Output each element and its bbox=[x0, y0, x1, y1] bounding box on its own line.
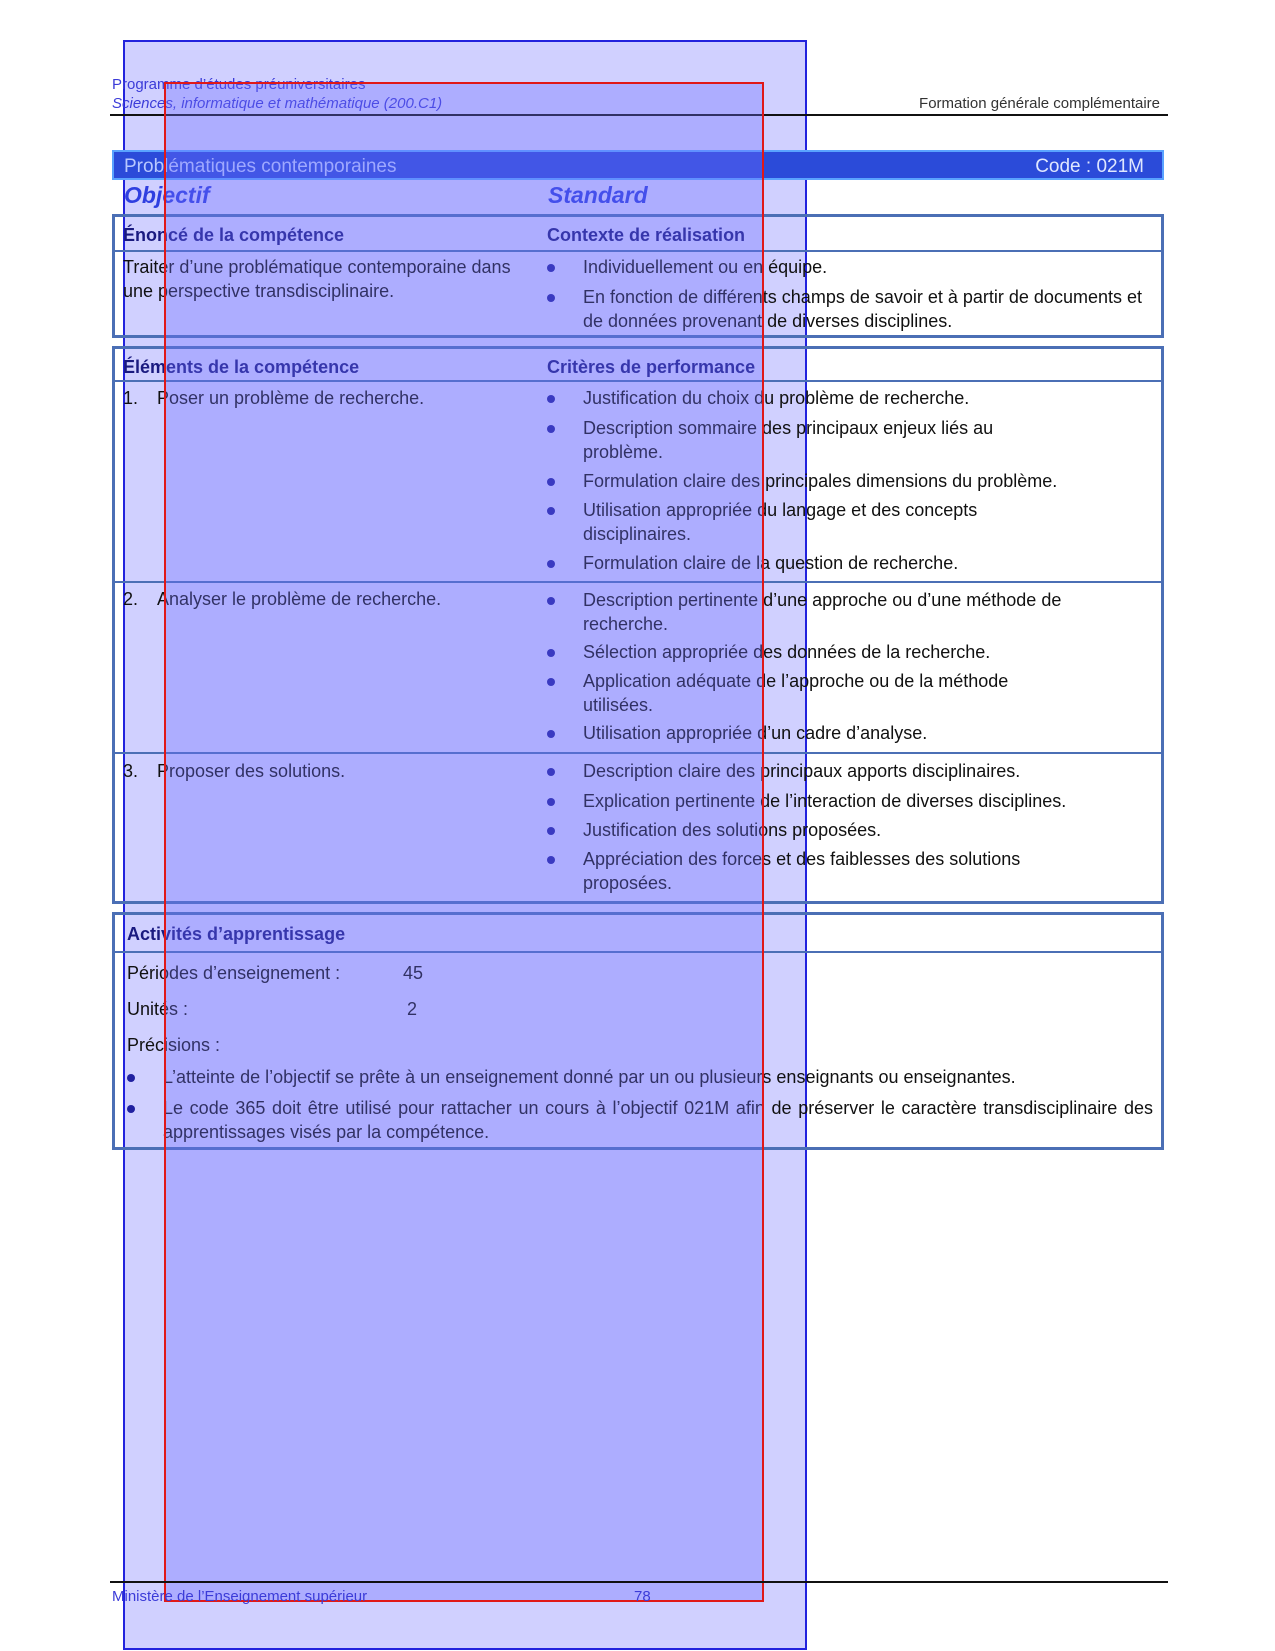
criterion-item: Utilisation appropriée d’un cadre d’analyse. bbox=[583, 723, 928, 743]
element-number: 1. bbox=[123, 388, 139, 408]
bullet-icon bbox=[127, 1105, 135, 1113]
criteres-header: Critères de performance bbox=[547, 357, 756, 377]
precision-item: Le code 365 doit être utilisé pour rattacher un cours à l’objectif 021M afin de préserver le caractère transdisciplinaire des apprentissages visés par la compétence. bbox=[163, 1098, 1153, 1142]
highlight-frame bbox=[164, 82, 764, 1602]
page-number: 78 bbox=[634, 1588, 651, 1605]
enonce-header: Énoncé de la compétence bbox=[123, 225, 345, 245]
contexte-header: Contexte de réalisation bbox=[547, 225, 746, 245]
element-label: Poser un problème de recherche. bbox=[157, 388, 425, 408]
criterion-item: Description claire des principaux apports disciplinaires. bbox=[583, 761, 1021, 781]
contexte-item: En fonction de différents champs de savoir et à partir de documents et de données provenant de diverses disciplines. bbox=[583, 287, 1142, 331]
criterion-item: Sélection appropriée des données de la recherche. bbox=[583, 642, 991, 662]
criterion-item: Application adéquate de l’approche ou de la méthode utilisées. bbox=[583, 671, 1009, 715]
bullet-icon bbox=[127, 1074, 135, 1082]
element-label: Proposer des solutions. bbox=[157, 761, 346, 781]
criterion-item: Description sommaire des principaux enjeux liés au problème. bbox=[583, 418, 994, 462]
footer-ministry: Ministère de l’Enseignement supérieur bbox=[112, 1588, 368, 1605]
activites-header: Activités d’apprentissage bbox=[127, 924, 346, 944]
criterion-item: Utilisation appropriée du langage et des concepts disciplinaires. bbox=[583, 500, 978, 544]
criterion-item: Justification du choix du problème de recherche. bbox=[583, 388, 970, 408]
periodes-label: Périodes d’enseignement : bbox=[127, 963, 341, 983]
program-subtitle: Sciences, informatique et mathématique (200.C1) bbox=[112, 95, 443, 112]
contexte-item: Individuellement ou en équipe. bbox=[583, 257, 828, 277]
course-code: Code : 021M bbox=[1035, 156, 1144, 177]
header-right-label: Formation générale complémentaire bbox=[919, 95, 1160, 112]
unites-label: Unités : bbox=[127, 999, 189, 1019]
criterion-item: Appréciation des forces et des faiblesses des solutions proposées. bbox=[583, 849, 1021, 893]
element-number: 2. bbox=[123, 589, 139, 609]
criterion-item: Formulation claire de la question de recherche. bbox=[583, 553, 959, 573]
element-number: 3. bbox=[123, 761, 139, 781]
footer-divider bbox=[110, 1581, 1168, 1583]
precision-item: L’atteinte de l’objectif se prête à un enseignement donné par un ou plusieurs enseignants ou enseignantes. bbox=[163, 1067, 1016, 1087]
criterion-item: Justification des solutions proposées. bbox=[583, 820, 882, 840]
precisions-label: Précisions : bbox=[127, 1035, 221, 1055]
standard-heading: Standard bbox=[548, 182, 648, 208]
periodes-value: 45 bbox=[403, 963, 424, 983]
course-title: Problématiques contemporaines bbox=[124, 156, 397, 177]
objectif-heading: Objectif bbox=[124, 182, 210, 208]
criterion-item: Explication pertinente de l’interaction de diverses disciplines. bbox=[583, 791, 1067, 811]
criterion-item: Description pertinente d’une approche ou d’une méthode de recherche. bbox=[583, 590, 1062, 634]
program-title: Programme d’études préuniversitaires bbox=[112, 76, 366, 93]
criterion-item: Formulation claire des principales dimensions du problème. bbox=[583, 471, 1058, 491]
elements-header: Éléments de la compétence bbox=[123, 357, 360, 377]
element-label: Analyser le problème de recherche. bbox=[157, 589, 442, 609]
enonce-text: Traiter d’une problématique contemporaine dans une perspective transdisciplinaire. bbox=[123, 257, 511, 301]
unites-value: 2 bbox=[407, 999, 418, 1019]
